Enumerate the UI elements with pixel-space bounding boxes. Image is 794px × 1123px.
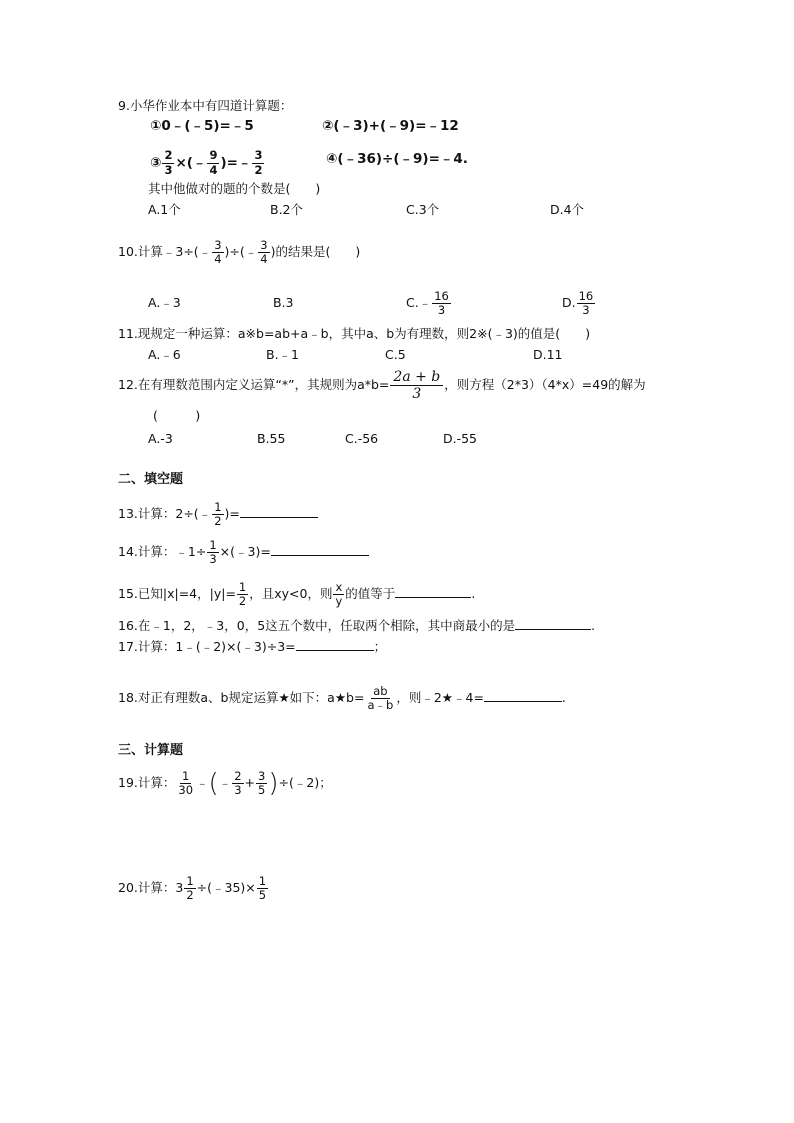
q10-option-b: B.3	[273, 295, 294, 310]
left-paren: (	[208, 768, 219, 799]
q10-option-a: A.﹣3	[148, 295, 181, 310]
q18-stem: 18.对正有理数a、b规定运算★如下：a★b= $\frac{ab}{a﹣b}$ ，则﹣2★﹣4= .	[118, 683, 566, 712]
q9-option-d: D.4个	[550, 202, 585, 217]
q11-option-a: A.﹣6	[148, 347, 181, 362]
q11-option-b: B.﹣1	[266, 347, 300, 362]
q14-stem: 14.计算：﹣1÷ $\frac{1}{3}$ ×(﹣3)=	[118, 535, 369, 569]
q12-stem: 12.在有理数范围内定义运算“*”，其规则为a*b= $\frac{2a + b}{3}$ ，则方程（2*3）（4*x）=49的解为	[118, 369, 646, 402]
section-calculation-title: 三、计算题	[118, 743, 184, 758]
q9-option-a: A.1个	[148, 202, 181, 217]
q10-stem: 10.计算﹣3÷(﹣ $\frac{3}{4}$ )÷(﹣ $\frac{3}{4}$ )的结果是( )	[118, 237, 361, 266]
q10-option-d: D. $\frac{16}{3}$	[562, 288, 594, 317]
q14-answer-blank[interactable]	[271, 543, 369, 556]
q15-answer-blank[interactable]	[395, 585, 471, 598]
q17-stem: 17.计算：1﹣(﹣2)×(﹣3)÷3= ；	[118, 639, 387, 654]
q19-stem: 19.计算： $\frac{1}{30}$ ﹣(﹣ $\frac{2}{3}$ + $\frac{3}{5}$ )÷(﹣2)；	[118, 768, 332, 799]
q9-option-b: B.2个	[270, 202, 304, 217]
q15-stem: 15.已知|x|=4，|y|= $\frac{1}{2}$ ，且xy<0，则 $\frac{x}{y}$ 的值等于 .	[118, 579, 476, 608]
q18-answer-blank[interactable]	[484, 689, 562, 702]
q16-answer-blank[interactable]	[515, 617, 591, 630]
q9-stem: 9.小华作业本中有四道计算题：	[118, 98, 293, 113]
q11-stem: 11.现规定一种运算：a※b=ab+a﹣b，其中a、b为有理数，则2※(﹣3)的值是( )	[118, 326, 591, 341]
q13-answer-blank[interactable]	[240, 505, 318, 518]
q13-stem: 13.计算：2÷(﹣ $\frac{1}{2}$ )=	[118, 497, 318, 531]
q9-expr-1: ①0﹣(﹣5)=﹣5	[150, 118, 254, 134]
q12-option-c: C.-56	[345, 431, 379, 446]
q11-option-d: D.11	[533, 347, 563, 362]
q11-option-c: C.5	[385, 347, 406, 362]
q9-question: 其中他做对的题的个数是( )	[148, 181, 321, 196]
q16-stem: 16.在﹣1，2，﹣3，0，5这五个数中，任取两个相除，其中商最小的是 .	[118, 618, 596, 633]
q12-option-a: A.-3	[148, 431, 173, 446]
q20-stem: 20.计算：3 $\frac{1}{2}$ ÷(﹣35)× $\frac{1}{5}$	[118, 873, 267, 902]
q12-option-b: B.55	[257, 431, 286, 446]
q9-expr-4: ④(﹣36)÷(﹣9)=﹣4.	[326, 151, 468, 167]
q10-option-c: C.﹣ $\frac{16}{3}$	[406, 288, 449, 317]
q12-option-d: D.-55	[443, 431, 478, 446]
q17-answer-blank[interactable]	[296, 638, 374, 651]
q9-option-c: C.3个	[406, 202, 440, 217]
right-paren: )	[268, 768, 279, 799]
q9-expr-2: ②(﹣3)+(﹣9)=﹣12	[322, 118, 459, 134]
q12-answer-parens: ( )	[153, 408, 201, 423]
q9-expr-3: ③ $\frac{2}{3}$ ×(﹣ $\frac{9}{4}$ )=﹣ $\frac{3}{2}$	[150, 148, 263, 177]
section-fill-in-title: 二、填空题	[118, 472, 184, 487]
